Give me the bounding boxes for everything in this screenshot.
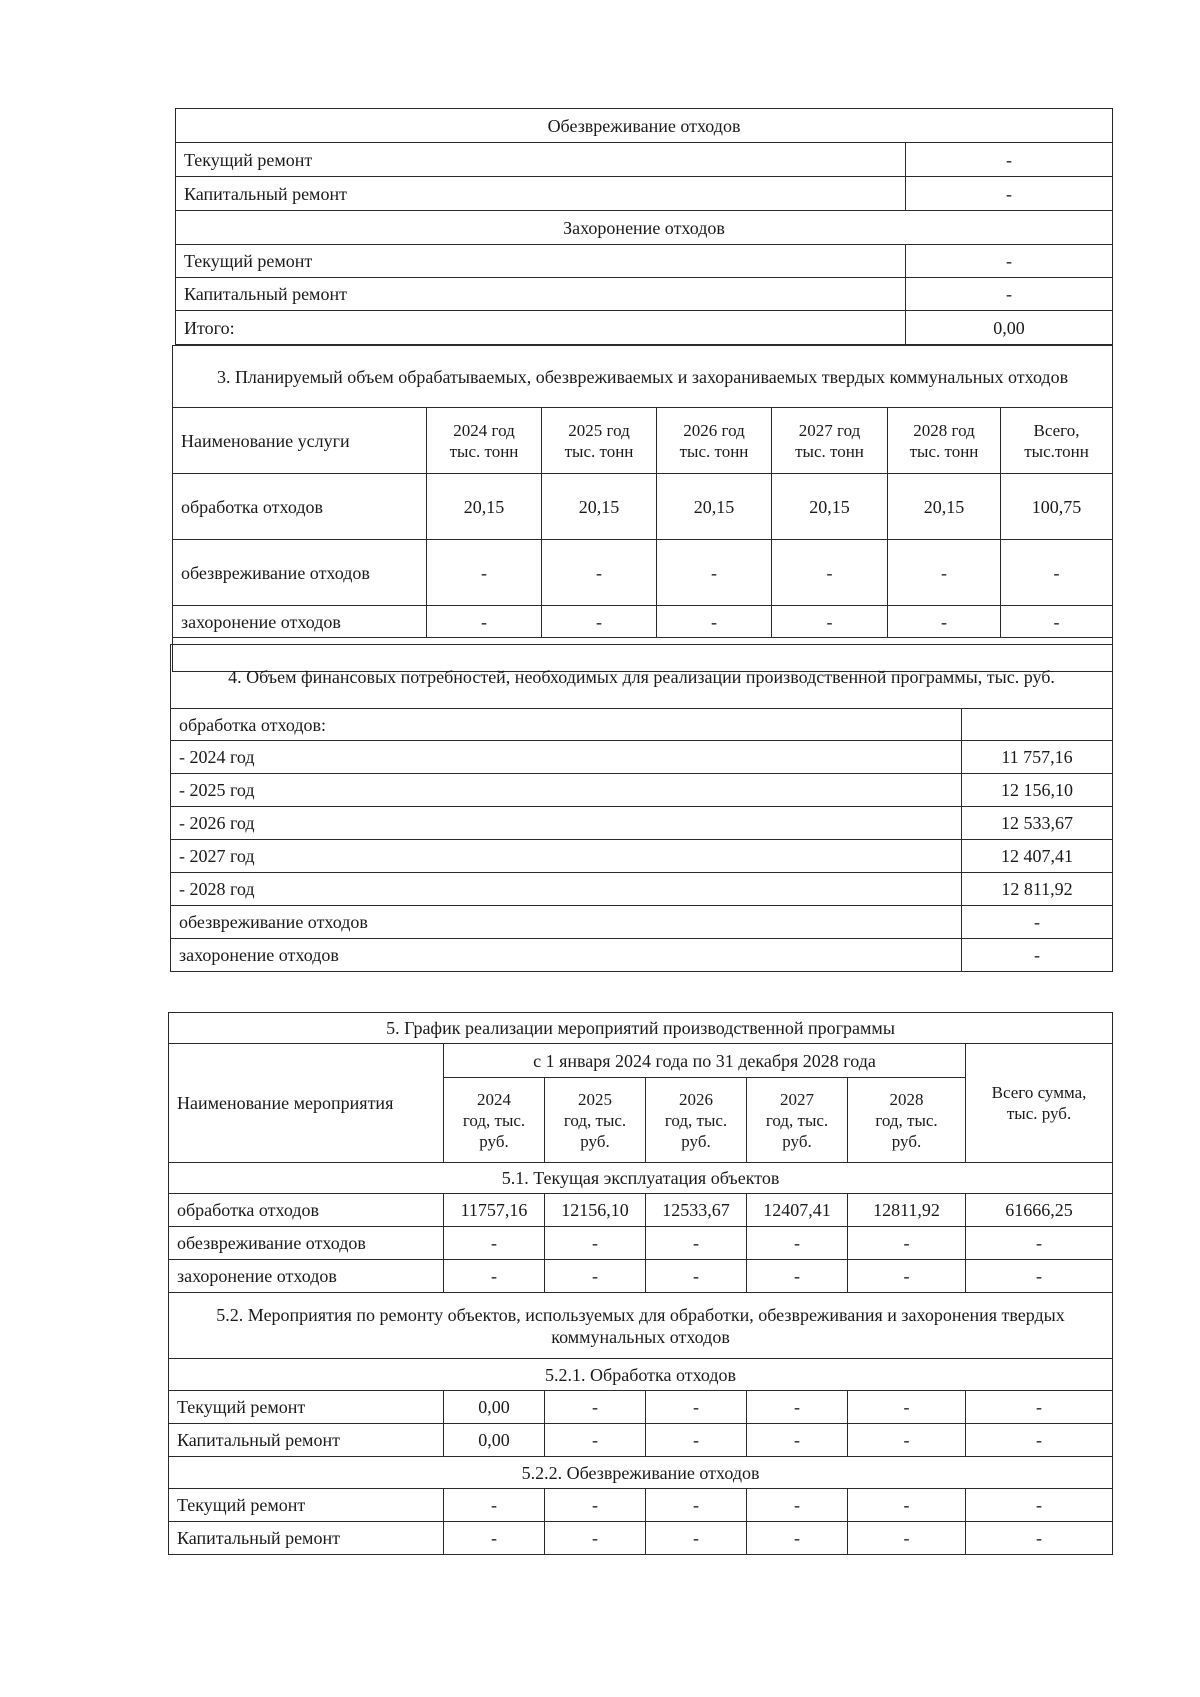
cell-value: 100,75 <box>1001 474 1113 540</box>
cell-value: - <box>848 1489 966 1522</box>
column-header-year: 2027 год, тыс. руб. <box>747 1078 848 1163</box>
cell-value: - <box>444 1227 545 1260</box>
cell-value: - <box>966 1424 1113 1457</box>
column-header-year: 2027 год тыс. тонн <box>772 408 888 474</box>
row-label: Капитальный ремонт <box>176 177 906 211</box>
row-label: Текущий ремонт <box>176 245 906 278</box>
column-header-year: 2028 год, тыс. руб. <box>848 1078 966 1163</box>
row-value: 11 757,16 <box>962 741 1113 774</box>
cell-value: - <box>772 606 888 638</box>
cell-value: - <box>888 540 1001 606</box>
row-label: Капитальный ремонт <box>169 1424 444 1457</box>
row-value: 12 533,67 <box>962 807 1113 840</box>
cell-value: 12533,67 <box>646 1194 747 1227</box>
table-row <box>171 906 1113 939</box>
subsection-5-2-title: 5.2. Мероприятия по ремонту объектов, используемых для обработки, обезвреживания и захоронения твердых коммунальных отходов <box>169 1293 1113 1359</box>
header-row <box>169 1044 1113 1078</box>
row-label: Капитальный ремонт <box>169 1522 444 1555</box>
cell-value: - <box>848 1227 966 1260</box>
row-label: - 2024 год <box>171 741 962 774</box>
section-4-title: 4. Объем финансовых потребностей, необходимых для реализации производственной программы, тыс. руб. <box>171 645 1113 709</box>
section-header-burial: Захоронение отходов <box>176 211 1113 245</box>
cell-value: - <box>848 1424 966 1457</box>
financial-needs-table <box>170 644 1113 972</box>
cell-value: 20,15 <box>427 474 542 540</box>
table-row <box>176 143 1113 177</box>
cell-value: 0,00 <box>444 1391 545 1424</box>
row-label: обезвреживание отходов <box>171 906 962 939</box>
cell-value: - <box>1001 540 1113 606</box>
cell-value: - <box>444 1489 545 1522</box>
table-row <box>173 474 1113 540</box>
cell-value: 12407,41 <box>747 1194 848 1227</box>
cell-value: - <box>545 1227 646 1260</box>
total-value: 0,00 <box>906 311 1113 345</box>
cell-value: - <box>747 1522 848 1555</box>
cell-value: 20,15 <box>542 474 657 540</box>
table-row <box>171 939 1113 972</box>
row-value: 12 407,41 <box>962 840 1113 873</box>
row-value: - <box>962 906 1113 939</box>
row-label: захоронение отходов <box>169 1260 444 1293</box>
column-header-year: 2024 год, тыс. руб. <box>444 1078 545 1163</box>
row-label: Текущий ремонт <box>176 143 906 177</box>
cell-value: - <box>444 1522 545 1555</box>
cell-value: - <box>646 1391 747 1424</box>
cell-value: - <box>545 1489 646 1522</box>
row-value: - <box>962 939 1113 972</box>
row-value: - <box>906 177 1113 211</box>
column-header-year: 2028 год тыс. тонн <box>888 408 1001 474</box>
cell-value: - <box>966 1522 1113 1555</box>
column-header-year: 2026 год, тыс. руб. <box>646 1078 747 1163</box>
cell-value: - <box>646 1227 747 1260</box>
column-header-event: Наименование мероприятия <box>169 1044 444 1163</box>
row-value: - <box>906 245 1113 278</box>
cell-value: - <box>966 1260 1113 1293</box>
row-label: захоронение отходов <box>173 606 427 638</box>
row-label: - 2028 год <box>171 873 962 906</box>
row-label: обезвреживание отходов <box>173 540 427 606</box>
section-header-disposal: Обезвреживание отходов <box>176 109 1113 143</box>
cell-value: 20,15 <box>888 474 1001 540</box>
cell-value: - <box>542 606 657 638</box>
row-label: - 2027 год <box>171 840 962 873</box>
row-label: Капитальный ремонт <box>176 278 906 311</box>
cell-value: - <box>848 1391 966 1424</box>
table-row <box>171 807 1113 840</box>
cell-value: - <box>646 1522 747 1555</box>
column-header-year: 2026 год тыс. тонн <box>657 408 772 474</box>
total-row <box>176 311 1113 345</box>
cell-value: - <box>747 1260 848 1293</box>
row-label: захоронение отходов <box>171 939 962 972</box>
cell-value: - <box>545 1522 646 1555</box>
schedule-table <box>168 1012 1113 1555</box>
cell-value: - <box>848 1522 966 1555</box>
table-row <box>169 1194 1113 1227</box>
subsection-5-2-1-title: 5.2.1. Обработка отходов <box>169 1359 1113 1391</box>
cell-value: - <box>747 1489 848 1522</box>
cell-value: - <box>542 540 657 606</box>
table-row <box>169 1522 1113 1555</box>
column-header-year: 2024 год тыс. тонн <box>427 408 542 474</box>
table-row <box>171 774 1113 807</box>
cell-value: - <box>966 1391 1113 1424</box>
cell-value: 12156,10 <box>545 1194 646 1227</box>
cell-value: 12811,92 <box>848 1194 966 1227</box>
cell-value: - <box>444 1260 545 1293</box>
table-row <box>169 1424 1113 1457</box>
total-label: Итого: <box>176 311 906 345</box>
table-row <box>176 278 1113 311</box>
row-value: - <box>906 143 1113 177</box>
planned-volume-table <box>172 345 1113 672</box>
cell-value: - <box>772 540 888 606</box>
subsection-5-2-2-title: 5.2.2. Обезвреживание отходов <box>169 1457 1113 1489</box>
table-row <box>171 709 1113 741</box>
row-label: обработка отходов: <box>171 709 962 741</box>
cell-value: - <box>545 1391 646 1424</box>
row-value: - <box>906 278 1113 311</box>
cell-value: 20,15 <box>772 474 888 540</box>
table-row <box>169 1260 1113 1293</box>
cell-value: - <box>657 606 772 638</box>
cell-value: - <box>545 1260 646 1293</box>
table-row <box>169 1391 1113 1424</box>
cell-value: - <box>888 606 1001 638</box>
table-row <box>169 1227 1113 1260</box>
row-label: - 2026 год <box>171 807 962 840</box>
table-row <box>173 606 1113 638</box>
row-label: - 2025 год <box>171 774 962 807</box>
column-header-service: Наименование услуги <box>173 408 427 474</box>
table-row <box>176 177 1113 211</box>
row-value: 12 811,92 <box>962 873 1113 906</box>
row-label: обезвреживание отходов <box>169 1227 444 1260</box>
cell-value: - <box>657 540 772 606</box>
section-3-title: 3. Планируемый объем обрабатываемых, обезвреживаемых и захораниваемых твердых коммунальных отходов <box>173 346 1113 408</box>
cell-value: - <box>646 1489 747 1522</box>
repair-summary-table <box>175 108 1113 345</box>
cell-value: 11757,16 <box>444 1194 545 1227</box>
row-value-empty <box>962 709 1113 741</box>
row-label: обработка отходов <box>169 1194 444 1227</box>
cell-value: - <box>545 1424 646 1457</box>
table-row <box>173 540 1113 606</box>
cell-value: 0,00 <box>444 1424 545 1457</box>
table-row <box>171 840 1113 873</box>
cell-value: - <box>966 1227 1113 1260</box>
cell-value: - <box>1001 606 1113 638</box>
subsection-5-1-title: 5.1. Текущая эксплуатация объектов <box>169 1163 1113 1194</box>
column-header-total: Всего, тыс.тонн <box>1001 408 1113 474</box>
cell-value: - <box>646 1260 747 1293</box>
row-label: Текущий ремонт <box>169 1489 444 1522</box>
cell-value: 20,15 <box>657 474 772 540</box>
cell-value: - <box>848 1260 966 1293</box>
cell-value: 61666,25 <box>966 1194 1113 1227</box>
table-row <box>171 741 1113 774</box>
cell-value: - <box>747 1424 848 1457</box>
cell-value: - <box>427 540 542 606</box>
row-value: 12 156,10 <box>962 774 1113 807</box>
table-row <box>171 873 1113 906</box>
cell-value: - <box>747 1227 848 1260</box>
cell-value: - <box>646 1424 747 1457</box>
period-header: с 1 января 2024 года по 31 декабря 2028 года <box>444 1044 966 1078</box>
cell-value: - <box>427 606 542 638</box>
table-row <box>176 245 1113 278</box>
row-label: обработка отходов <box>173 474 427 540</box>
table-row <box>169 1489 1113 1522</box>
column-header-total: Всего сумма, тыс. руб. <box>966 1044 1113 1163</box>
cell-value: - <box>966 1489 1113 1522</box>
cell-value: - <box>747 1391 848 1424</box>
column-header-year: 2025 год, тыс. руб. <box>545 1078 646 1163</box>
header-row <box>173 408 1113 474</box>
section-5-title: 5. График реализации мероприятий производственной программы <box>169 1013 1113 1044</box>
column-header-year: 2025 год тыс. тонн <box>542 408 657 474</box>
row-label: Текущий ремонт <box>169 1391 444 1424</box>
